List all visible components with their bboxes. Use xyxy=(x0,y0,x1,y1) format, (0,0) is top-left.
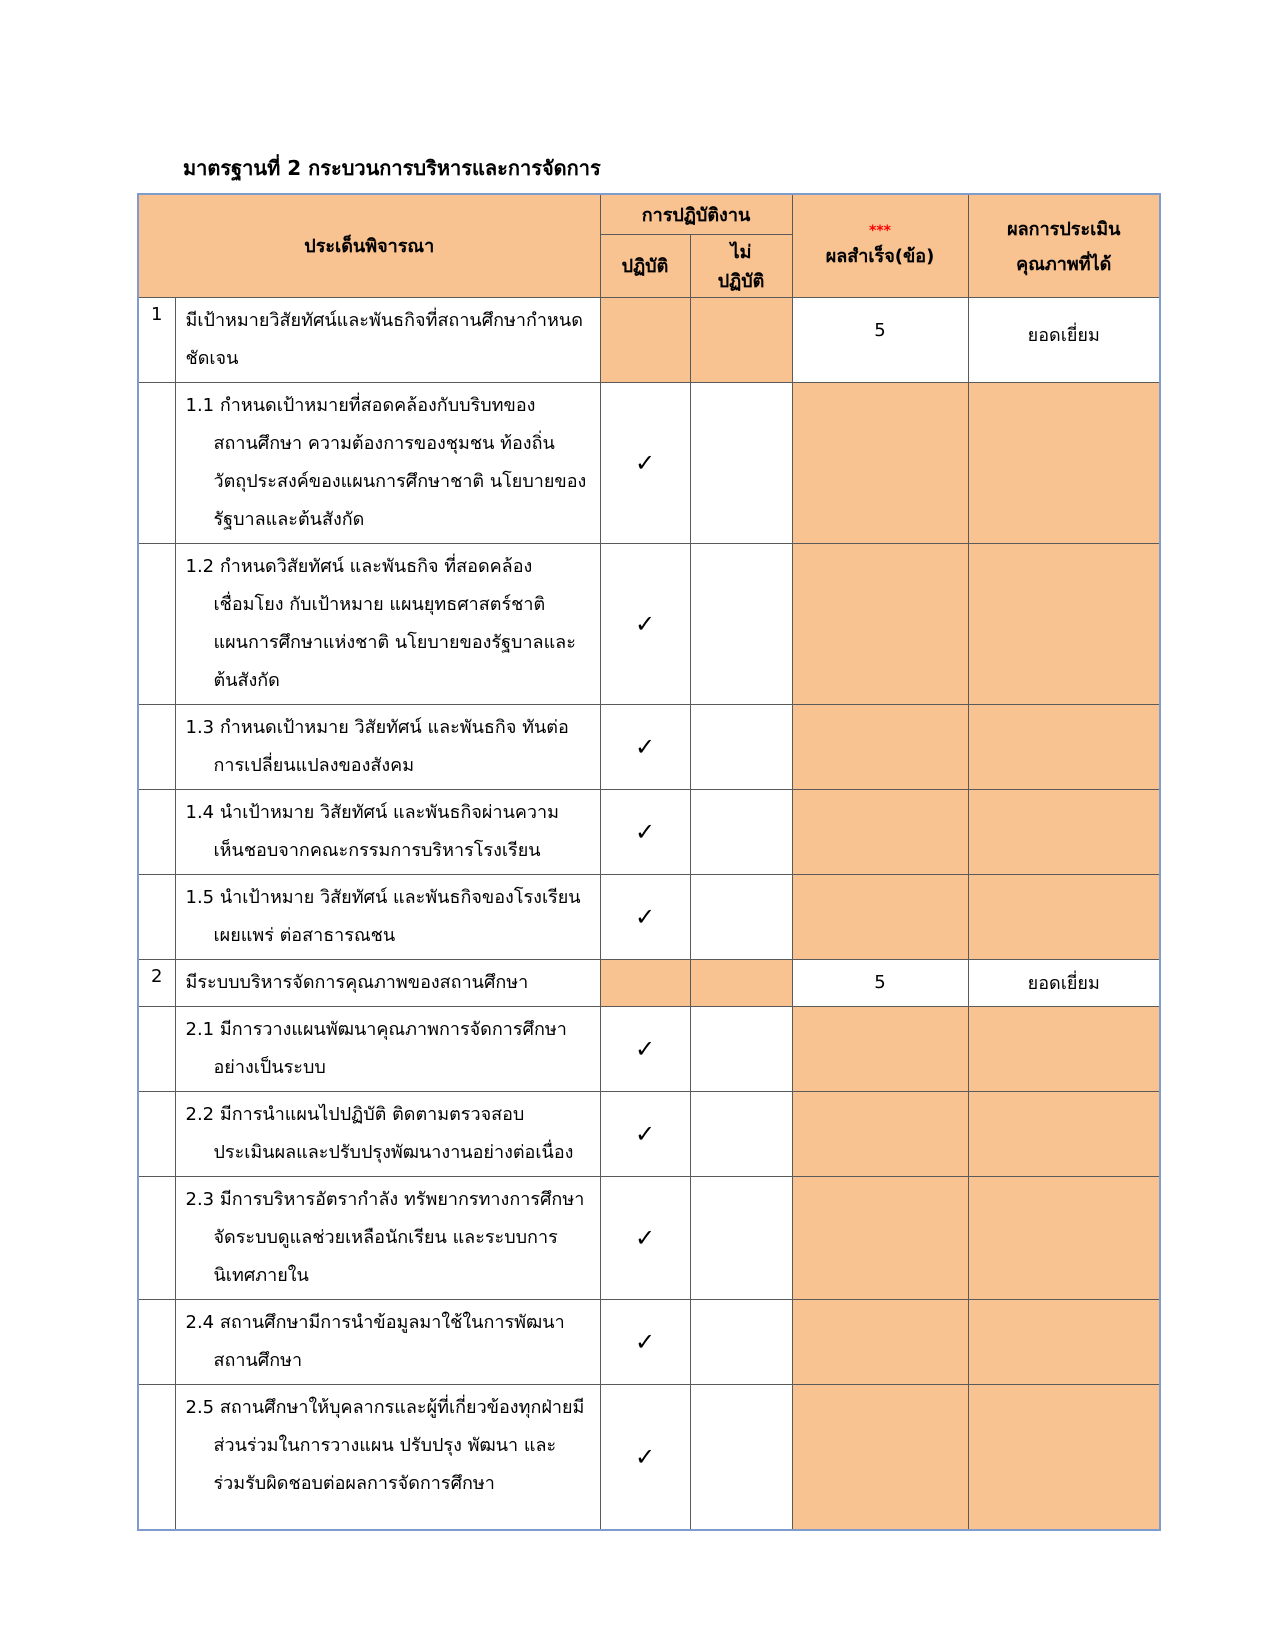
topic-text xyxy=(175,297,600,382)
header-practice-group: การปฏิบัติงาน xyxy=(600,194,792,234)
sub-item-row xyxy=(138,1384,1160,1530)
text-line: 2.1 มีการวางแผนพัฒนาคุณภาพการจัดการศึกษา xyxy=(185,1018,567,1040)
quality-result-cell xyxy=(968,704,1160,789)
not-practiced-cell xyxy=(690,1299,792,1384)
sub-item-text xyxy=(175,1176,600,1299)
row-number xyxy=(138,874,175,959)
practiced-cell xyxy=(600,959,690,1006)
check-mark-icon: ✓ xyxy=(600,1299,690,1384)
header-not-practiced-line2: ปฏิบัติ xyxy=(717,270,765,292)
check-mark-icon: ✓ xyxy=(600,1091,690,1176)
sub-item-text xyxy=(175,789,600,874)
text-line: เผยแพร่ ต่อสาธารณชน xyxy=(213,924,396,946)
text-line: จัดระบบดูแลช่วยเหลือนักเรียน และระบบการ xyxy=(213,1226,558,1248)
not-practiced-cell xyxy=(690,382,792,543)
stars-mark: *** xyxy=(869,223,891,240)
sub-item-text xyxy=(175,543,600,704)
not-practiced-cell xyxy=(690,959,792,1006)
text-line: ต้นสังกัด xyxy=(213,669,280,691)
quality-result-cell xyxy=(968,1006,1160,1091)
text-line: ประเมินผลและปรับปรุงพัฒนางานอย่างต่อเนื่อง xyxy=(213,1141,574,1163)
row-number xyxy=(138,704,175,789)
quality-result-cell xyxy=(968,1299,1160,1384)
sub-item-row xyxy=(138,704,1160,789)
text-line: 1.1 กำหนดเป้าหมายที่สอดคล้องกับบริบทของ xyxy=(185,394,536,416)
success-count-cell xyxy=(792,704,968,789)
success-count-cell xyxy=(792,1299,968,1384)
header-practiced: ปฏิบัติ xyxy=(600,234,690,297)
sub-item-row xyxy=(138,1006,1160,1091)
not-practiced-cell xyxy=(690,789,792,874)
quality-result: ยอดเยี่ยม xyxy=(968,959,1160,1006)
text-line: การเปลี่ยนแปลงของสังคม xyxy=(213,754,415,776)
row-number xyxy=(138,789,175,874)
text-line: มีระบบบริหารจัดการคุณภาพของสถานศึกษา xyxy=(185,971,529,993)
header-result-line1: ผลการประเมิน xyxy=(1007,218,1121,240)
sub-item-text xyxy=(175,704,600,789)
check-mark-icon: ✓ xyxy=(600,789,690,874)
sub-item-row xyxy=(138,382,1160,543)
text-line: แผนการศึกษาแห่งชาติ นโยบายของรัฐบาลและ xyxy=(213,631,576,653)
check-mark-icon: ✓ xyxy=(600,1176,690,1299)
text-line: นิเทศภายใน xyxy=(213,1264,309,1286)
row-number xyxy=(138,1384,175,1530)
quality-result: ยอดเยี่ยม xyxy=(968,297,1160,382)
quality-result-cell xyxy=(968,382,1160,543)
text-line: ร่วมรับผิดชอบต่อผลการจัดการศึกษา xyxy=(213,1472,495,1494)
success-count-cell xyxy=(792,1176,968,1299)
not-practiced-cell xyxy=(690,297,792,382)
sub-item-text xyxy=(175,1006,600,1091)
main-topic-row xyxy=(138,959,1160,1006)
row-number xyxy=(138,1091,175,1176)
not-practiced-cell xyxy=(690,543,792,704)
text-line: 1.3 กำหนดเป้าหมาย วิสัยทัศน์ และพันธกิจ ทันต่อ xyxy=(185,716,569,738)
not-practiced-cell xyxy=(690,1384,792,1530)
text-line: ส่วนร่วมในการวางแผน ปรับปรุง พัฒนา และ xyxy=(213,1434,557,1456)
not-practiced-cell xyxy=(690,874,792,959)
text-line: 1.2 กำหนดวิสัยทัศน์ และพันธกิจ ที่สอดคล้อง xyxy=(185,555,533,577)
topic-text xyxy=(175,959,600,1006)
check-mark-icon: ✓ xyxy=(600,1384,690,1530)
check-mark-icon: ✓ xyxy=(600,704,690,789)
check-mark-icon: ✓ xyxy=(600,543,690,704)
header-topic: ประเด็นพิจารณา xyxy=(138,194,600,297)
text-line: รัฐบาลและต้นสังกัด xyxy=(213,508,365,530)
page-title: มาตรฐานที่ 2 กระบวนการบริหารและการจัดการ xyxy=(183,156,601,180)
text-line: 2.2 มีการนำแผนไปปฏิบัติ ติดตามตรวจสอบ xyxy=(185,1103,525,1125)
text-line: อย่างเป็นระบบ xyxy=(213,1056,326,1078)
text-line: เชื่อมโยง กับเป้าหมาย แผนยุทธศาสตร์ชาติ xyxy=(213,593,546,615)
quality-result-cell xyxy=(968,543,1160,704)
row-number: 2 xyxy=(138,959,175,1006)
sub-item-row xyxy=(138,1176,1160,1299)
sub-item-text xyxy=(175,1299,600,1384)
text-line: 1.5 นำเป้าหมาย วิสัยทัศน์ และพันธกิจของโรงเรียน xyxy=(185,886,581,908)
sub-item-row xyxy=(138,1091,1160,1176)
success-count: 5 xyxy=(792,959,968,1006)
header-result-line2: คุณภาพที่ได้ xyxy=(1016,253,1112,275)
check-mark-icon: ✓ xyxy=(600,874,690,959)
not-practiced-cell xyxy=(690,1176,792,1299)
header-success-label: ผลสำเร็จ(ข้อ) xyxy=(825,246,935,268)
check-mark-icon: ✓ xyxy=(600,1006,690,1091)
sub-item-row xyxy=(138,874,1160,959)
sub-item-text xyxy=(175,1384,600,1530)
quality-result-cell xyxy=(968,1091,1160,1176)
text-line: ชัดเจน xyxy=(185,347,239,369)
not-practiced-cell xyxy=(690,1091,792,1176)
row-number xyxy=(138,382,175,543)
quality-result-cell xyxy=(968,874,1160,959)
main-topic-row xyxy=(138,297,1160,382)
success-count: 5 xyxy=(792,297,968,382)
header-success xyxy=(792,194,968,297)
standard-table xyxy=(137,193,1161,1531)
text-line: วัตถุประสงค์ของแผนการศึกษาชาติ นโยบายของ xyxy=(213,470,587,492)
success-count-cell xyxy=(792,874,968,959)
text-line: สถานศึกษา xyxy=(213,1349,303,1371)
text-line: 1.4 นำเป้าหมาย วิสัยทัศน์ และพันธกิจผ่านความ xyxy=(185,801,559,823)
row-number: 1 xyxy=(138,297,175,382)
success-count-cell xyxy=(792,789,968,874)
text-line: 2.4 สถานศึกษามีการนำข้อมูลมาใช้ในการพัฒนา xyxy=(185,1311,565,1333)
success-count-cell xyxy=(792,543,968,704)
success-count-cell xyxy=(792,382,968,543)
check-mark-icon: ✓ xyxy=(600,382,690,543)
text-line: มีเป้าหมายวิสัยทัศน์และพันธกิจที่สถานศึกษากำหนด xyxy=(185,309,583,331)
text-line: 2.3 มีการบริหารอัตรากำลัง ทรัพยากรทางการศึกษา xyxy=(185,1188,585,1210)
not-practiced-cell xyxy=(690,704,792,789)
quality-result-cell xyxy=(968,1384,1160,1530)
practiced-cell xyxy=(600,297,690,382)
sub-item-row xyxy=(138,543,1160,704)
text-line: 2.5 สถานศึกษาให้บุคลากรและผู้ที่เกี่ยวข้องทุกฝ่ายมี xyxy=(185,1396,585,1418)
quality-result-cell xyxy=(968,1176,1160,1299)
not-practiced-cell xyxy=(690,1006,792,1091)
sub-item-text xyxy=(175,874,600,959)
row-number xyxy=(138,543,175,704)
header-not-practiced xyxy=(690,234,792,297)
header-result xyxy=(968,194,1160,297)
text-line: สถานศึกษา ความต้องการของชุมชน ท้องถิ่น xyxy=(213,432,555,454)
success-count-cell xyxy=(792,1006,968,1091)
row-number xyxy=(138,1006,175,1091)
success-count-cell xyxy=(792,1091,968,1176)
sub-item-row xyxy=(138,1299,1160,1384)
sub-item-text xyxy=(175,382,600,543)
row-number xyxy=(138,1299,175,1384)
sub-item-text xyxy=(175,1091,600,1176)
header-not-practiced-line1: ไม่ xyxy=(730,241,752,263)
row-number xyxy=(138,1176,175,1299)
success-count-cell xyxy=(792,1384,968,1530)
quality-result-cell xyxy=(968,789,1160,874)
sub-item-row xyxy=(138,789,1160,874)
text-line: เห็นชอบจากคณะกรรมการบริหารโรงเรียน xyxy=(213,839,541,861)
